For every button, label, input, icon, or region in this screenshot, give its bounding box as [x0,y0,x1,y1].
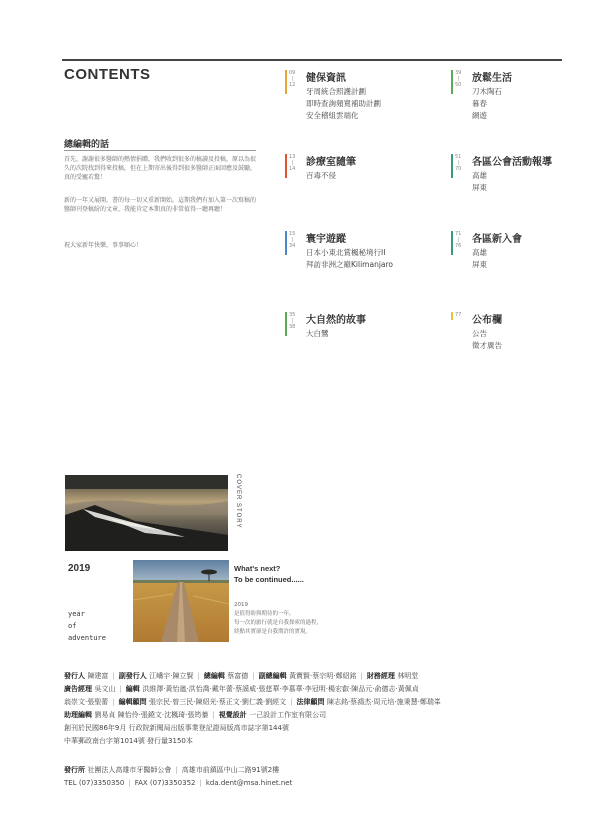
credit-role: 總編輯 [203,672,228,680]
toc-section-title: 寰宇遊蹤 [306,234,346,245]
toc-article-list [306,86,381,122]
editor-note-paragraph-3: 祝大家新年快樂，事事順心！ [64,242,143,249]
credit-role: 副發行人 [118,672,150,680]
toc-page-range [289,154,303,172]
toc-page-start: 51 [455,154,462,160]
separator: | [197,672,200,680]
publisher-value: 高雄市前鎮區中山二路91號2樓 [181,766,280,774]
separator: | [175,766,178,774]
toc-section-title: 大自然的故事 [306,315,366,326]
toc-page-separator: | [458,160,460,166]
separator: | [360,672,363,680]
year-line: of [68,622,77,630]
separator: | [252,672,255,680]
separator: | [112,698,115,706]
cover-story-line: 是值得盼與期待的一年， [234,611,295,617]
credit-role: 發行人 [64,672,88,680]
toc-color-bar [451,154,453,178]
toc-article-list [306,170,336,182]
separator: | [128,779,131,787]
credit-value: 江嶠宇‧陳立賢 [149,672,194,680]
toc-page-separator: | [292,160,294,166]
toc-article-list [472,247,487,271]
toc-page-range [289,312,303,330]
credit-role: 財務經理 [366,672,398,680]
toc-page-end: 76 [455,243,462,249]
toc-page-start: 13 [289,154,296,160]
credit-value: 吳文山 [94,685,116,693]
toc-color-bar [451,70,453,94]
separator: | [199,779,202,787]
year-line: adventure [68,634,106,642]
separator: | [212,711,215,719]
toc-article-item[interactable]: 高雄 [472,171,487,180]
toc-color-bar [285,154,287,178]
toc-page-range [455,231,469,249]
toc-article-list [306,328,329,340]
toc-page-range [455,70,469,88]
credit-value: 張宗民‧曾三民‧陳紹光‧蔡正文‧劉仁義‧劉經文 [149,698,287,706]
toc-article-list [472,328,502,352]
toc-article-item[interactable]: 百毒不侵 [306,171,336,180]
toc-page-start: 09 [289,70,296,76]
editor-note-title: 總編輯的話 [64,140,110,150]
cover-story-text [234,601,322,637]
credit-role: 廣告經理 [64,685,95,693]
credit-row [64,722,544,735]
cover-headline [234,563,304,585]
publisher-value: kda.dent@msa.hinet.net [205,779,293,787]
toc-article-item[interactable]: 徵才廣告 [472,341,502,350]
toc-page-end: 12 [289,82,296,88]
publisher-value: TEL (07)3350350 [64,779,125,787]
toc-section-title: 放鬆生活 [472,73,512,84]
publisher-value: 社團法人高雄市牙醫師公會 [87,766,172,774]
credit-value: 林明堂 [397,672,419,680]
credit-role: 副總編輯 [258,672,290,680]
publisher-row [64,777,292,790]
separator: | [112,672,115,680]
credit-value: 翁崇文‧張聖蕾 [64,698,109,706]
credit-value: 蔡富德 [227,672,249,680]
toc-article-item[interactable]: 日本小東北賞楓秘境行II [306,248,386,257]
toc-article-item[interactable]: 高雄 [472,248,487,257]
toc-page-end: 38 [289,324,296,330]
toc-color-bar [451,312,453,320]
toc-page-start: 15 [289,231,296,237]
cover-story-line: 終點其實卻是自我期許的實現。 [234,629,312,635]
toc-page-start: 35 [289,312,296,318]
toc-section-title: 各區公會活動報導 [472,157,552,168]
toc-section-title: 公布欄 [472,315,502,326]
year-line: year [68,610,85,618]
toc-article-item[interactable]: 牙周統合照護計劃 [306,87,366,96]
credit-value: 陳建富 [87,672,109,680]
toc-page-end: 50 [455,82,462,88]
cover-headline-line: To be continued...... [234,575,304,584]
top-rule [62,59,562,61]
credit-value: 黃寶賢‧蔡宗明‧鄭紹銘 [289,672,357,680]
credit-value: 一己設計工作室有限公司 [249,711,327,719]
toc-page-range [289,231,303,249]
credit-value: 洪維澤‧黃怡嵐‧洪怡喬‧戴年蕾‧蔡謨威‧張莛華‧李慕華‧李冠明‧楊宏叡‧陳品元‧俞德志‧黃佩貞 [142,685,419,693]
credit-row [64,735,544,748]
toc-article-item[interactable]: 網遊 [472,111,487,120]
contents-title: CONTENTS [64,66,151,83]
credit-value: 中華郵政南台字第1014號 發行量3150本 [64,737,193,745]
credit-value: 創刊於民國86年9月 行政院新聞局出版事業登記證局版高市誌字第144號 [64,724,289,732]
credit-value: 陳志銘‧蔡鴻杰‧周元培‧施秉慧‧鄭瑞峯 [326,698,441,706]
toc-page-range [455,154,469,172]
editor-note-paragraph-2: 新的一年又展開，書的每一切又重新開始。這期我們有加入第一次寫稿的醫師刊登稿紛的文章，我能肯定本期真的非常值得一聽再聽！ [64,197,257,213]
toc-page-separator: | [292,318,294,324]
year-of-adventure [68,608,106,644]
toc-page-end: 34 [289,243,296,249]
toc-page-separator: | [292,237,294,243]
toc-color-bar [451,231,453,255]
editor-note-paragraph-1: 首先，謝謝很多醫師的熱情捐贈，我們收到很多的稿讀及投稿，原以為很久的次院找到得來投稿，但在上期寄出後得到很多醫師正面回應及鼓勵，真的受寵若驚！ [64,156,257,181]
credit-row [64,709,544,722]
toc-color-bar [285,231,287,255]
toc-page-start: 71 [455,231,462,237]
toc-article-item[interactable]: 屏東 [472,260,487,269]
toc-page-start: 77 [455,312,462,318]
publisher-info [64,764,292,790]
toc-article-item[interactable]: 屏東 [472,183,487,192]
cover-story-year: 2019 [234,602,248,608]
credit-role: 編輯顧問 [118,698,150,706]
toc-article-item[interactable]: 大白鷺 [306,329,329,338]
toc-article-item[interactable]: 公告 [472,329,487,338]
credit-role: 視覺設計 [218,711,250,719]
cover-story-label: COVER STORY [235,474,241,529]
toc-page-start: 39 [455,70,462,76]
editor-note-rule [64,150,256,151]
credit-role: 編輯 [125,685,143,693]
toc-page-range [455,312,469,318]
toc-article-list [306,247,393,271]
cover-headline-line: What's next? [234,564,281,573]
credit-role: 助理編輯 [64,711,95,719]
publisher-role: 發行所 [64,766,88,774]
toc-article-item[interactable]: 刀木陶石 [472,87,502,96]
cover-story-line: 每一次的旅行就是自我探索的過程， [234,620,323,626]
credit-row [64,670,544,683]
toc-page-separator: | [458,76,460,82]
toc-page-separator: | [292,76,294,82]
toc-section-title: 診療室隨筆 [306,157,356,168]
credit-value: 劉易貞 陳怡伶‧張鐃文‧沈楓琦‧張筠蓁 [94,711,209,719]
toc-article-item[interactable]: 拜訪非洲之巔Kilimanjaro [306,260,394,269]
toc-page-end: 70 [455,166,462,172]
cover-mountain-image [65,475,228,551]
toc-article-item[interactable]: 即時查詢頻寬補助計劃 [306,99,381,108]
toc-page-separator: | [458,237,460,243]
toc-section-title: 健保資訊 [306,73,346,84]
credit-row [64,683,544,696]
masthead-credits [64,670,544,748]
cover-savanna-road-image [133,560,229,642]
separator: | [290,698,293,706]
toc-color-bar [285,312,287,336]
credit-row [64,696,544,709]
cover-year: 2019 [68,563,91,574]
toc-article-item[interactable]: 暮春 [472,99,487,108]
toc-article-list [472,170,487,194]
credit-role: 法律顧問 [296,698,327,706]
publisher-row [64,764,292,777]
toc-article-list [472,86,502,122]
toc-color-bar [285,70,287,94]
separator: | [119,685,122,693]
toc-section-title: 各區新入會 [472,234,522,245]
toc-page-end: 14 [289,166,296,172]
publisher-value: FAX (07)3350352 [134,779,196,787]
toc-article-item[interactable]: 安全稽組雲端化 [306,111,359,120]
toc-page-range [289,70,303,88]
